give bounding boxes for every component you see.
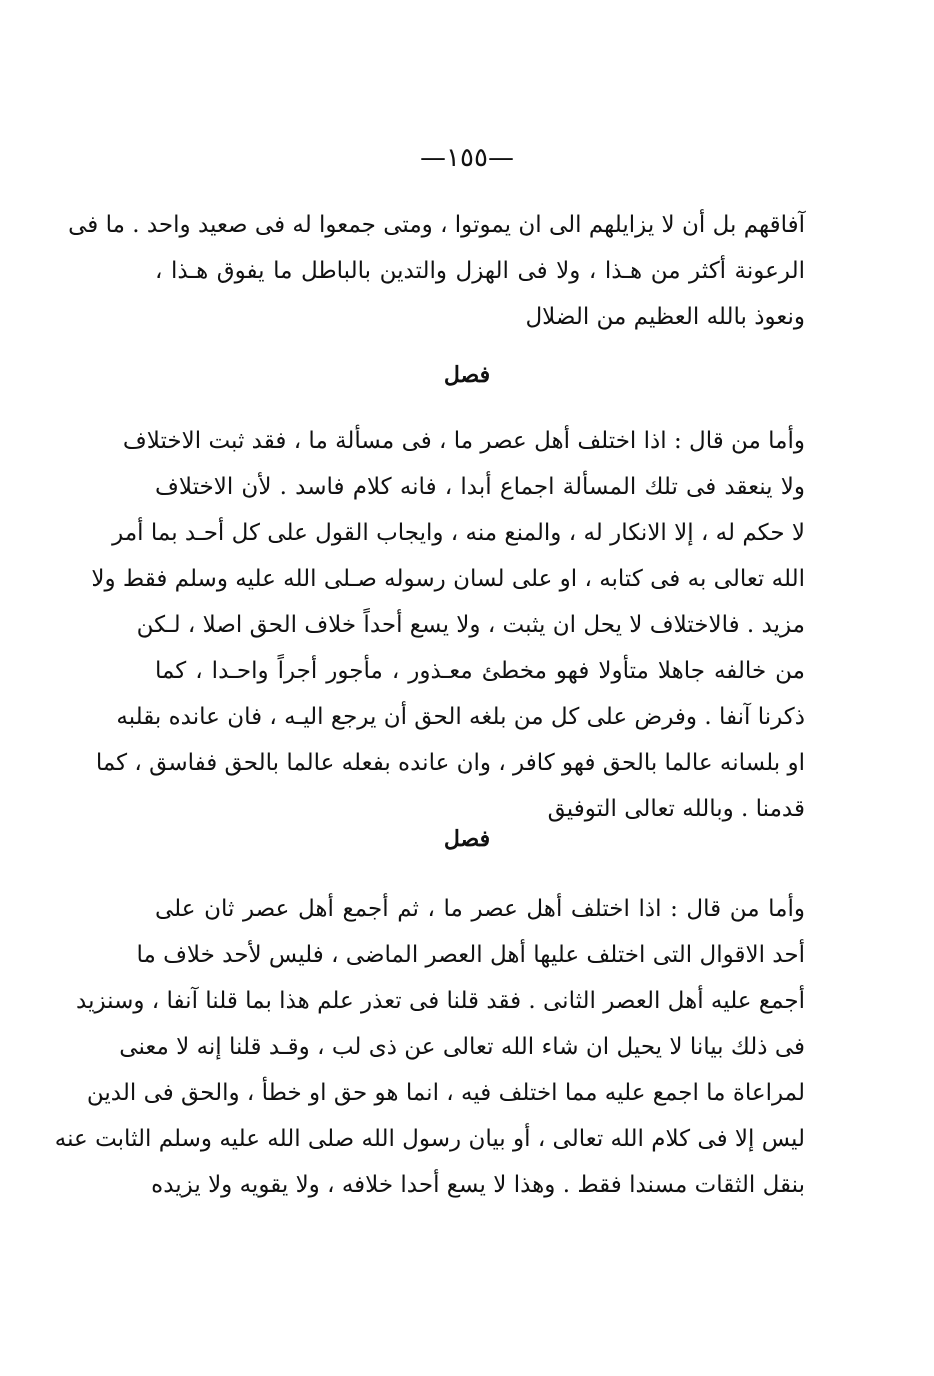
text-line: الرعونة أكثر من هـذا ، ولا فى الهزل والتدين بالباطل ما يفوق هـذا ،: [155, 258, 805, 284]
section-1-paragraph: [91, 418, 805, 832]
text-line: ولا ينعقد فى تلك المسألة اجماع أبدا ، فانه كلام فاسد . لأن الاختلاف: [155, 474, 805, 500]
text-line: الله تعالى به فى كتابه ، او على لسان رسوله صـلى الله عليه وسلم فقط ولا: [91, 566, 805, 592]
section-heading: فصل: [443, 362, 491, 388]
text-line: من خالفه جاهلا متأولا فهو مخطئ معـذور ، مأجور أجراً واحـدا ، كما: [155, 658, 805, 684]
text-line: او بلسانه عالما بالحق فهو كافر ، وان عانده بفعله عالما بالحق ففاسق ، كما: [95, 750, 805, 776]
text-line: فى ذلك بيانا لا يحيل ان شاء الله تعالى عن ذى لب ، وقـد قلنا إنه لا معنى: [119, 1034, 805, 1060]
text-line: أجمع عليه أهل العصر الثانى . فقد قلنا فى تعذر علم هذا بما قلنا آنفا ، وسنزيد: [76, 988, 805, 1014]
text-line: ذكرنا آنفا . وفرض على كل من بلغه الحق أن يرجع اليـه ، فان عانده بقلبه: [116, 704, 805, 730]
text-line: ليس إلا فى كلام الله تعالى ، أو بيان رسول الله صلى الله عليه وسلم الثابت عنه: [54, 1126, 805, 1152]
text-line: لمراعاة ما اجمع عليه مما اختلف فيه ، انما هو حق او خطأ ، والحق فى الدين: [86, 1080, 805, 1106]
text-line: لا حكم له ، إلا الانكار له ، والمنع منه ، وايجاب القول على كل أحـد بما أمر: [112, 520, 805, 546]
opening-paragraph: [68, 202, 805, 340]
section-heading: فصل: [443, 826, 491, 852]
text-line: وأما من قال : اذا اختلف أهل عصر ما ، فى مسألة ما ، فقد ثبت الاختلاف: [122, 428, 805, 454]
text-line: ونعوذ بالله العظيم من الضلال: [525, 304, 805, 330]
text-line: وأما من قال : اذا اختلف أهل عصر ما ، ثم أجمع أهل عصر ثان على: [155, 896, 805, 922]
text-line: قدمنا . وبالله تعالى التوفيق: [547, 796, 805, 822]
section-2-paragraph: [54, 886, 805, 1208]
page-number: —١٥٥—: [420, 143, 514, 173]
text-line: بنقل الثقات مسندا فقط . وهذا لا يسع أحدا خلافه ، ولا يقويه ولا يزيده: [151, 1172, 805, 1198]
text-line: أحد الاقوال التى اختلف عليها أهل العصر الماضى ، فليس لأحد خلاف ما: [136, 942, 805, 968]
text-line: مزيد . فالاختلاف لا يحل ان يثبت ، ولا يسع أحداً خلاف الحق اصلا ، لـكن: [136, 612, 805, 638]
text-line: آفاقهم بل أن لا يزايلهم الى ان يموتوا ، ومتى جمعوا له فى صعيد واحد . ما فى: [68, 212, 805, 238]
